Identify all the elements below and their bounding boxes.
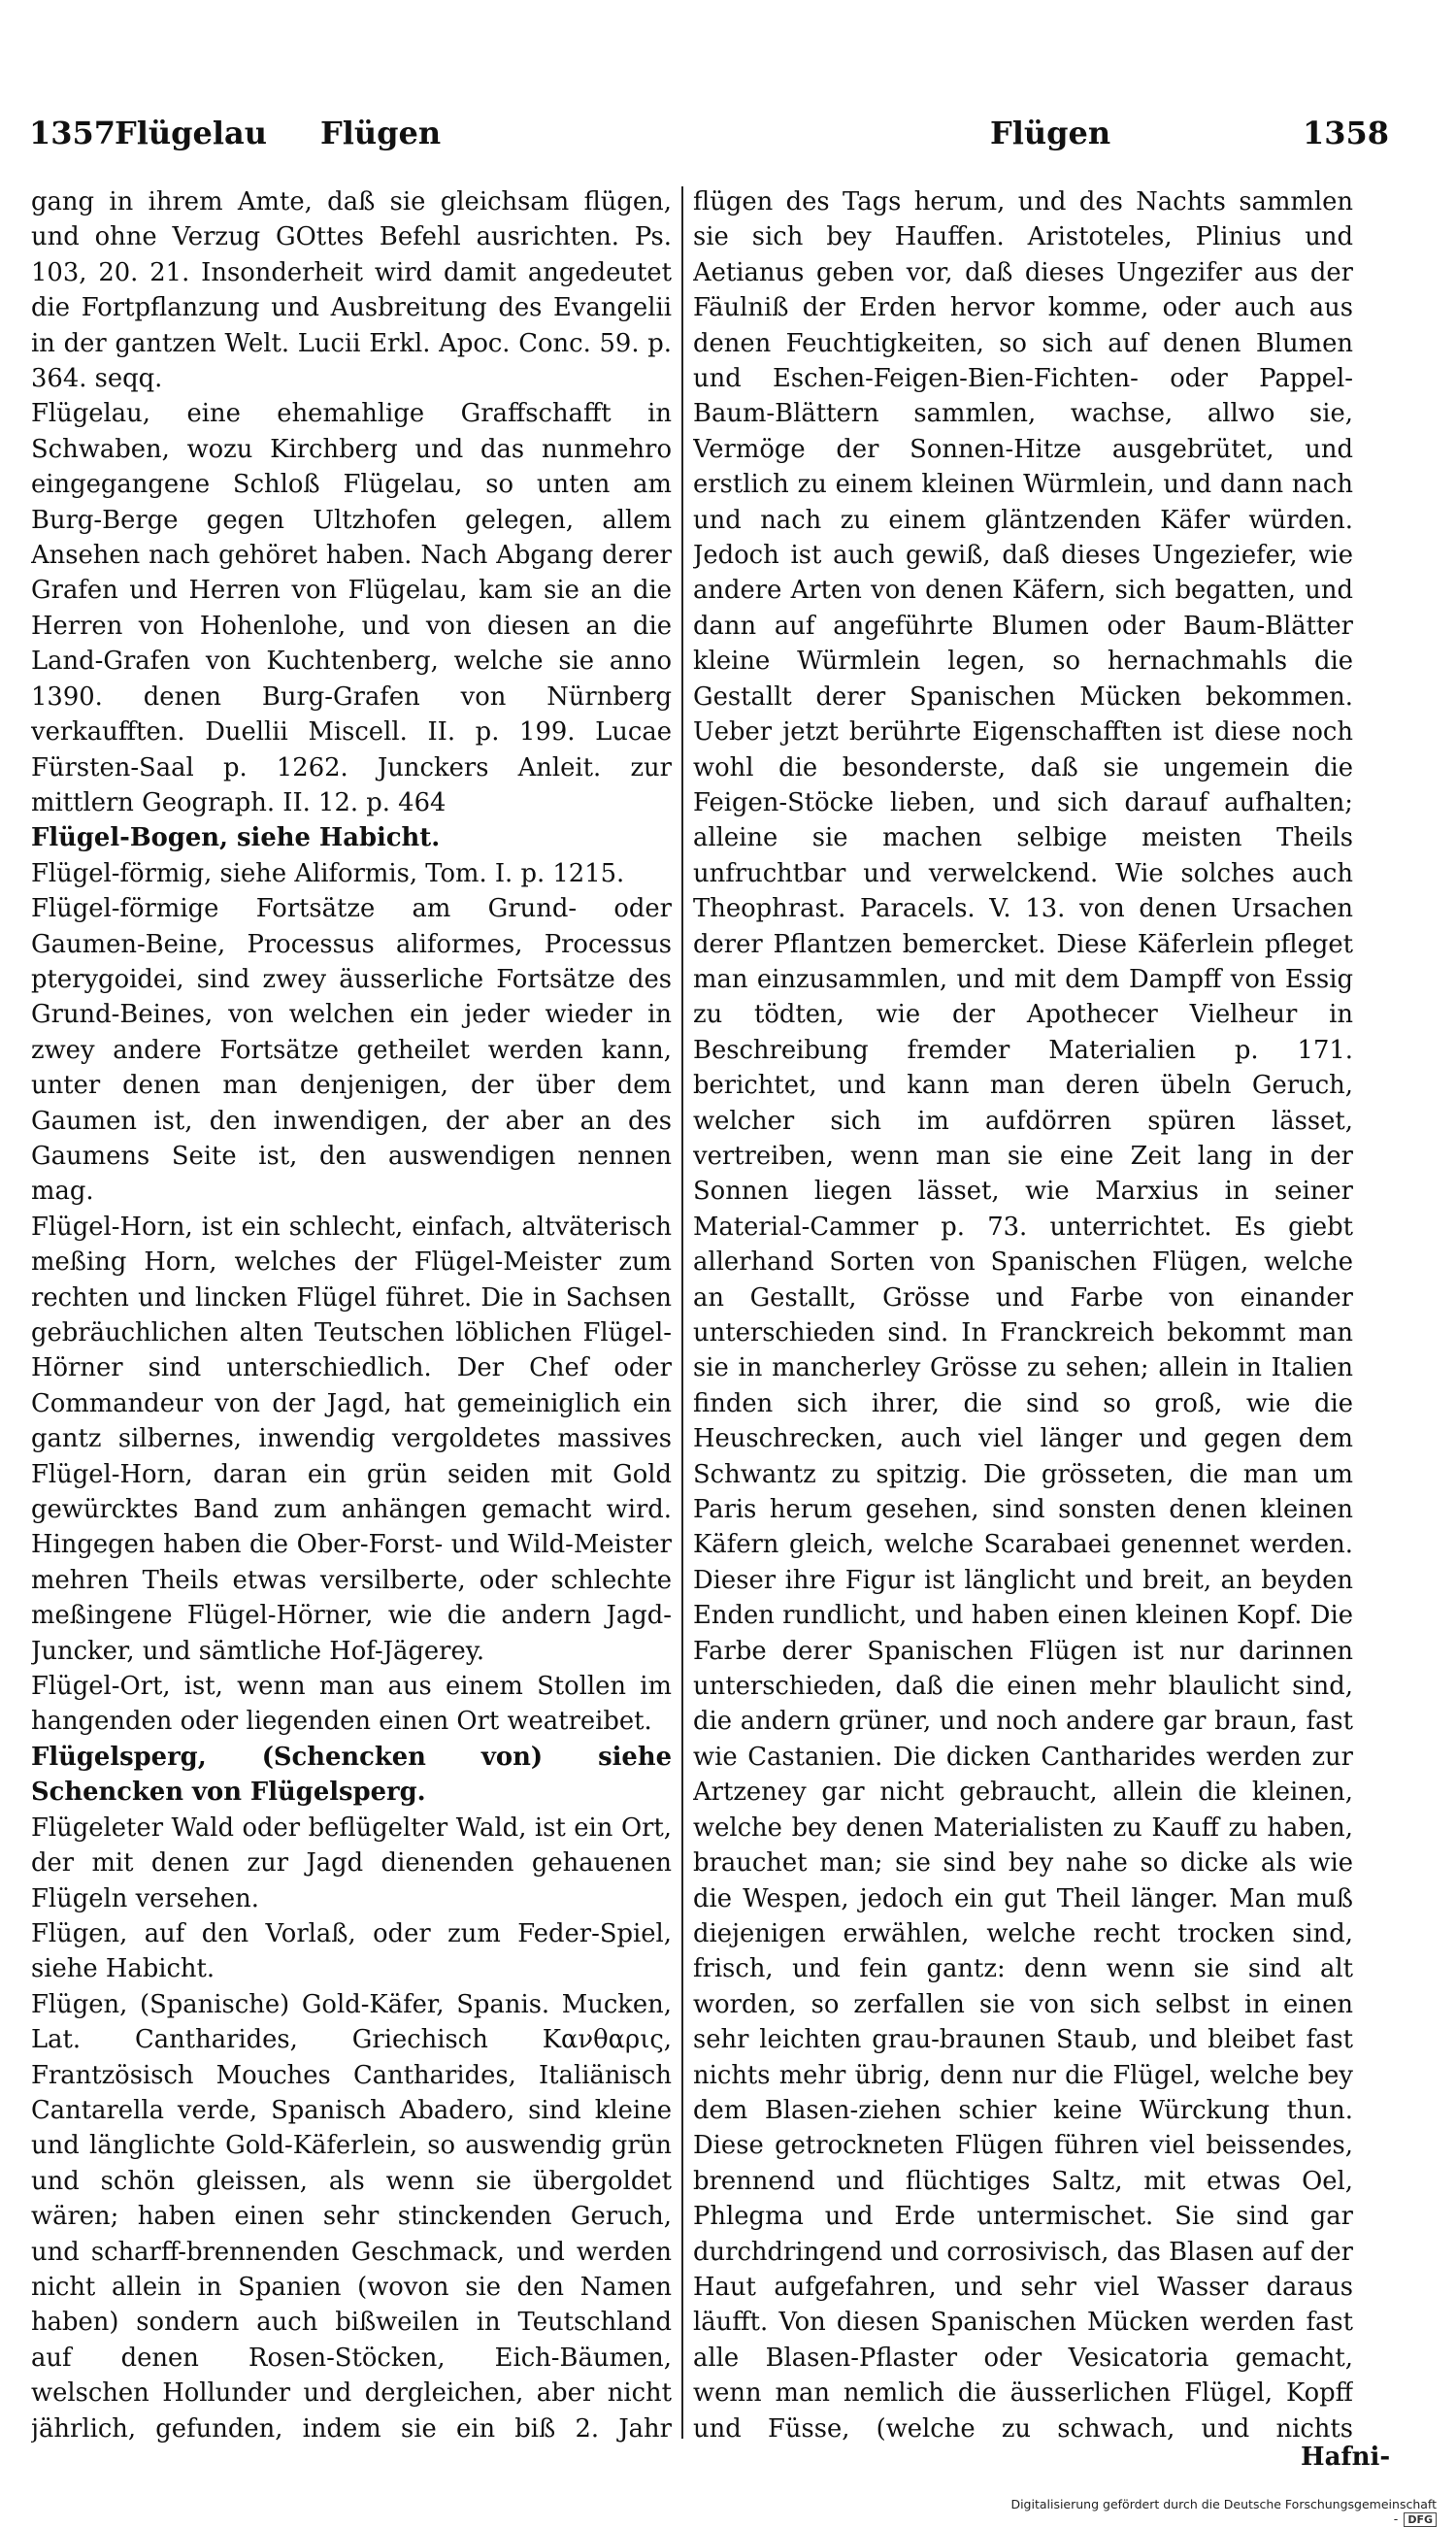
entry-paragraph: Flügel-Bogen, siehe Habicht. (31, 823, 441, 853)
entry-paragraph: Flügel-förmig, siehe Aliformis, Tom. I. p. 1215. (31, 858, 625, 888)
dfg-logo: DFG (1404, 2512, 1437, 2527)
right-text-column (693, 184, 1353, 2446)
entry-paragraph: Flügel-förmige Fortsätze am Grund- oder Gaumen-Beine, Processus aliformes, Processus pterygoidei, sind zwey äusserliche Fortsätze des Grund-Beines, von welchen ein jeder wieder in zwey andere Fortsätze getheilet werden kann, unter denen man denjenigen, der über dem Gaumen ist, den inwendigen, der aber an des Gaumens Seite ist, den auswendigen nennen mag. (31, 894, 672, 1207)
entry-paragraph: Flügen, (Spanische) Gold-Käfer, Spanis. Mucken, Lat. Cantharides, Griechisch Κανθαρις, Frantzösisch Mouches Cantharides, Italiänisch Cantarella verde, Spanisch Abadero, sind kleine und länglichte Gold-Käferlein, so auswendig grün und schön gleissen, als wenn sie übergoldet wären; haben einen sehr stinckenden Geruch, und scharff-brennenden Geschmack, und werden nicht allein in Spanien (wovon sie den Namen haben) sondern auch bißweilen in Teutschland auf denen Rosen-Stöcken, Eich-Bäumen, welschen Hollunder und dergleichen, aber nicht jährlich, gefunden, indem sie ein biß 2. Jahr (31, 1989, 672, 2444)
entry-paragraph: Flügelsperg, (Schencken von) siehe Schencken von Flügelsperg. (31, 1742, 672, 1808)
right-page-number: 1358 (1303, 115, 1390, 151)
left-page-number: 1357 (29, 115, 116, 151)
left-headword-2: Flügen (320, 115, 442, 151)
entry-paragraph: Flügel-Ort, ist, wenn man aus einem Stollen im hangenden oder liegenden einen Ort weatreibet. (31, 1672, 672, 1737)
entry-paragraph: Flügen, auf den Vorlaß, oder zum Feder-Spiel, siehe Habicht. (31, 1918, 672, 1984)
entry-paragraph: Flügelau, eine ehemahlige Graffschafft in Schwaben, wozu Kirchberg und das nunmehro eingegangene Schloß Flügelau, so unten am Burg-Berge gegen Ultzhofen gelegen, allem Ansehen nach gehöret haben. Nach Abgang derer Grafen und Herren von Flügelau, kam sie an die Herren von Hohenlohe, und von diesen an die Land-Grafen von Kuchtenberg, welche sie anno 1390. denen Burg-Grafen von Nürnberg verkaufften. Duellii Miscell. II. p. 199. Lucae Fürsten-Saal p. 1262. Junckers Anleit. zur mittlern Geograph. II. 12. p. 464 (31, 399, 672, 817)
catchword: Hafni- (1301, 2443, 1391, 2472)
left-headword-1: Flügelau (115, 115, 268, 151)
column-divider (681, 186, 683, 2439)
entry-paragraph: flügen des Tags herum, und des Nachts sammlen sie sich bey Hauffen. Aristoteles, Plinius und Aetianus geben vor, daß dieses Ungezifer aus der Fäulniß der Erden hervor komme, oder auch aus denen Feuchtigkeiten, so sich auf denen Blumen und Eschen-Feigen-Bien-Fichten- oder Pappel-Baum-Blättern sammlen, wachse, allwo sie, Vermöge der Sonnen-Hitze ausgebrütet, und erstlich zu einem kleinen Würmlein, und dann nach und nach zu einem gläntzenden Käfer würden. Jedoch ist auch gewiß, daß dieses Ungeziefer, wie andere Arten von denen Käfern, sich begatten, und dann auf angeführte Blumen oder Baum-Blätter kleine Würmlein legen, so hernachmahls die Gestallt derer Spanischen Mücken bekommen. Ueber jetzt berührte Eigenschafften ist diese noch wohl die besonderste, daß sie ungemein die Feigen-Stöcke lieben, und sich darauf aufhalten; alleine sie machen selbige meisten Theils unfruchtbar und verwelckend. Wie solches auch Theophrast. Paracels. V. 13. von denen Ursachen derer Pflantzen bemercket. Diese Käferlein pfleget man einzusammlen, und mit dem Dampff von Essig zu tödten, wie der Apothecer Vielheur in Beschreibung fremder Materialien p. 171. berichtet, und kann man deren übeln Geruch, welcher sich im aufdörren spüren lässet, vertreiben, wenn man sie eine Zeit lang in der Sonnen liegen lässet, wie Marxius in seiner Material-Cammer p. 73. unterrichtet. Es giebt allerhand Sorten von Spanischen Flügen, welche an Gestallt, Grösse und Farbe von einander unterschieden sind. In Franckreich bekommt man sie in mancherley Grösse zu sehen; allein in Italien finden sich ihrer, die sind so groß, wie die Heuschrecken, auch viel länger und gegen dem Schwantz zu spitzig. Die grösseten, die man um Paris herum gesehen, sind sonsten denen kleinen Käfern gleich, welche Scarabaei genennet werden. Dieser ihre Figur ist länglicht und breit, an beyden Enden rundlicht, und haben einen kleinen Kopf. Die Farbe derer Spanischen Flügen ist nur darinnen unterschieden, daß die einen mehr blaulicht sind, die andern grüner, und noch andere gar braun, fast wie Castanien. Die dicken Cantharides werden zur Artzeney gar nicht gebraucht, allein die kleinen, welche bey denen Materialisten zu Kauff zu haben, brauchet man; sie sind bey nahe so dicke als wie die Wespen, jedoch ein gut Theil länger. Man muß diejenigen erwählen, welche recht trocken sind, frisch, und fein gantz: denn wenn sie sind alt worden, so zerfallen sie von sich selbst in einen sehr leichten grau-braunen Staub, und bleibet fast nichts mehr übrig, denn nur die Flügel, welche bey dem Blasen-ziehen schier keine Würckung thun. Diese getrockneten Flügen führen viel beissendes, brennend und flüchtiges Saltz, mit etwas Oel, Phlegma und Erde untermischet. Sie sind gar durchdringend und corrosivisch, das Blasen auf der Haut aufgefahren, und sehr viel Wasser daraus läufft. Von diesen Spanischen Mücken werden fast alle Blasen-Pflaster oder Vesicatoria gemacht, wenn man nemlich die äusserlichen Flügel, Kopff und Füsse, (welche zu schwach, und nichts (693, 187, 1353, 2444)
footer-text: Digitalisierung gefördert durch die Deutsche Forschungsgemeinschaft - (1010, 2497, 1437, 2526)
digitization-footer (1009, 2497, 1437, 2527)
entry-paragraph: Flügeleter Wald oder beflügelter Wald, ist ein Ort, der mit denen zur Jagd dienenden gehauenen Flügeln versehen. (31, 1812, 672, 1913)
entry-paragraph: gang in ihrem Amte, daß sie gleichsam flügen, und ohne Verzug GOttes Befehl ausrichten. Ps. 103, 20. 21. Insonderheit wird damit angedeutet die Fortpflanzung und Ausbreitung des Evangelii in der gantzen Welt. Lucii Erkl. Apoc. Conc. 59. p. 364. seqq. (31, 187, 672, 394)
running-header (29, 115, 1390, 173)
entry-paragraph: Flügel-Horn, ist ein schlecht, einfach, altväterisch meßing Horn, welches der Flügel-Meister zum rechten und lincken Flügel führet. Die in Sachsen gebräuchlichen alten Teutschen löblichen Flügel-Hörner sind unterschiedlich. Der Chef oder Commandeur von der Jagd, hat gemeiniglich ein gantz silbernes, inwendig vergoldetes massives Flügel-Horn, daran ein grün seiden mit Gold gewürcktes Band zum anhängen gemacht wird. Hingegen haben die Ober-Forst- und Wild-Meister mehren Theils etwas versilberte, oder schlechte meßingene Flügel-Hörner, wie die andern Jagd-Juncker, und sämtliche Hof-Jägerey. (31, 1212, 672, 1666)
right-headword: Flügen (990, 115, 1111, 151)
left-text-column (31, 184, 672, 2446)
